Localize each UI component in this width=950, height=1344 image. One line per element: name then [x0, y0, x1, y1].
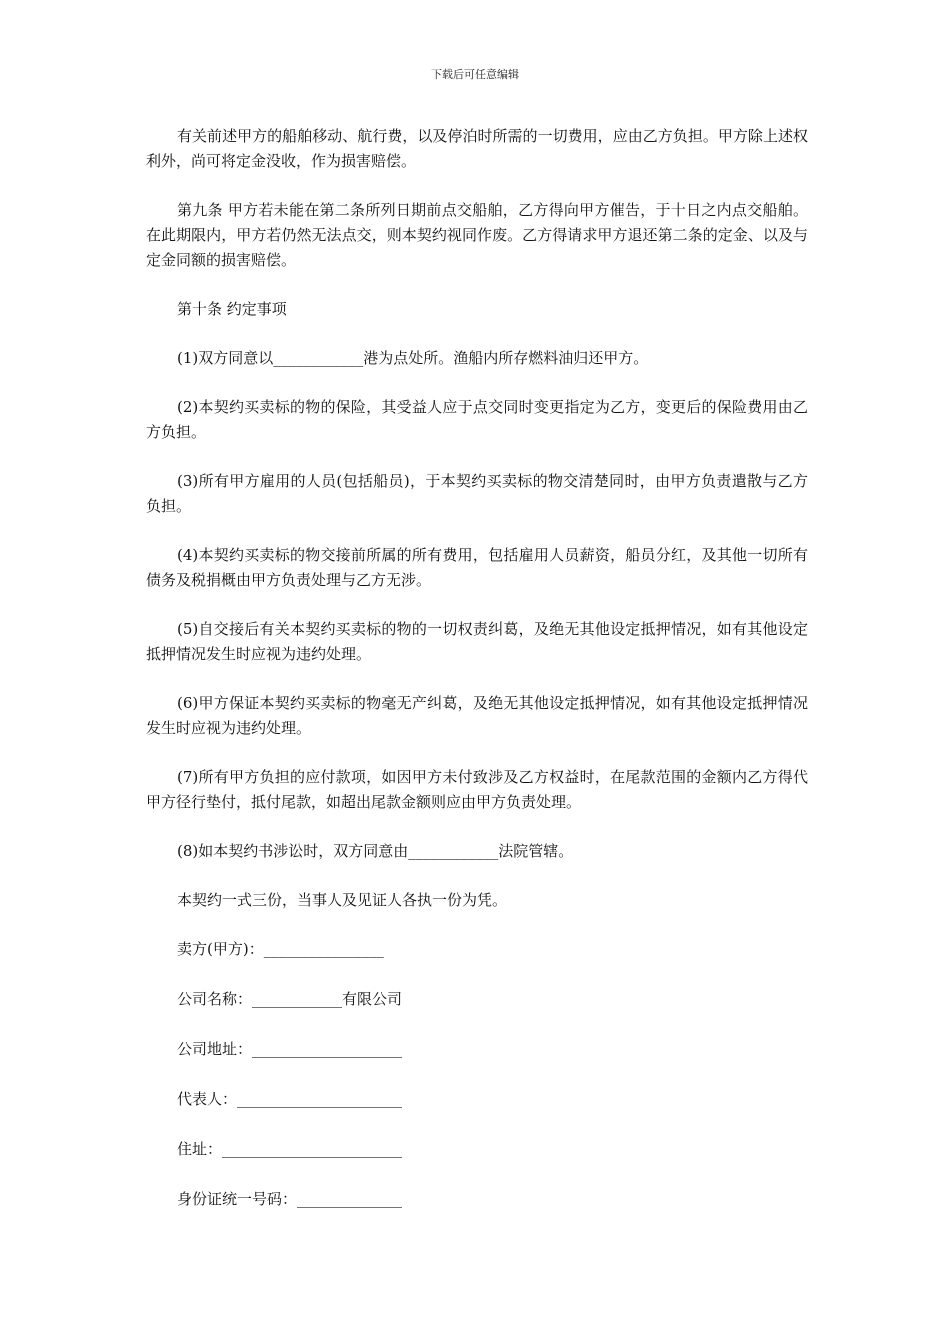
- clause-2: (2)本契约买卖标的物的保险，其受益人应于点交同时变更指定为乙方，变更后的保险费用由乙方负担。: [146, 398, 808, 441]
- company-address-line: 公司地址：____________________: [177, 1040, 403, 1058]
- clause-6: (6)甲方保证本契约买卖标的物毫无产纠葛，及绝无其他设定抵押情况，如有其他设定抵押情况发生时应视为违约处理。: [146, 694, 808, 737]
- paragraph-article-9: 第九条 甲方若未能在第二条所列日期前点交船舶，乙方得向甲方催告，于十日之内点交船舶。在此期限内，甲方若仍然无法点交，则本契约视同作废。乙方得请求甲方退还第二条的定金、以及与定金同额的损害赔偿。: [146, 201, 808, 269]
- paragraph-article-10-title: 第十条 约定事项: [177, 300, 287, 318]
- company-name-line: 公司名称：____________有限公司: [177, 990, 403, 1008]
- residence-line: 住址：________________________: [177, 1140, 403, 1158]
- clause-3: (3)所有甲方雇用的人员(包括船员)，于本契约买卖标的物交清楚同时，由甲方负责遣散与乙方负担。: [146, 472, 808, 515]
- clause-4: (4)本契约买卖标的物交接前所属的所有费用，包括雇用人员薪资，船员分红，及其他一切所有债务及税捐概由甲方负责处理与乙方无涉。: [146, 546, 808, 589]
- seller-line: 卖方(甲方)：________________: [177, 940, 384, 958]
- representative-line: 代表人：______________________: [177, 1090, 403, 1108]
- clause-5: (5)自交接后有关本契约买卖标的物的一切权责纠葛，及绝无其他设定抵押情况，如有其他设定抵押情况发生时应视为违约处理。: [146, 620, 808, 663]
- paragraph-copies: 本契约一式三份，当事人及见证人各执一份为凭。: [177, 891, 508, 909]
- paragraph-costs: 有关前述甲方的船舶移动、航行费，以及停泊时所需的一切费用，应由乙方负担。甲方除上述权利外，尚可将定金没收，作为损害赔偿。: [146, 127, 808, 170]
- clause-1: (1)双方同意以____________港为点处所。渔船内所存燃料油归还甲方。: [177, 349, 649, 367]
- clause-8: (8)如本契约书涉讼时，双方同意由____________法院管辖。: [177, 842, 574, 860]
- clause-7: (7)所有甲方负担的应付款项，如因甲方未付致涉及乙方权益时，在尾款范围的金额内乙方得代甲方径行垫付，抵付尾款，如超出尾款金额则应由甲方负责处理。: [146, 768, 808, 811]
- page-header-note: 下载后可任意编辑: [431, 68, 519, 81]
- document-body: [146, 124, 808, 1237]
- id-number-line: 身份证统一号码：______________: [177, 1190, 403, 1208]
